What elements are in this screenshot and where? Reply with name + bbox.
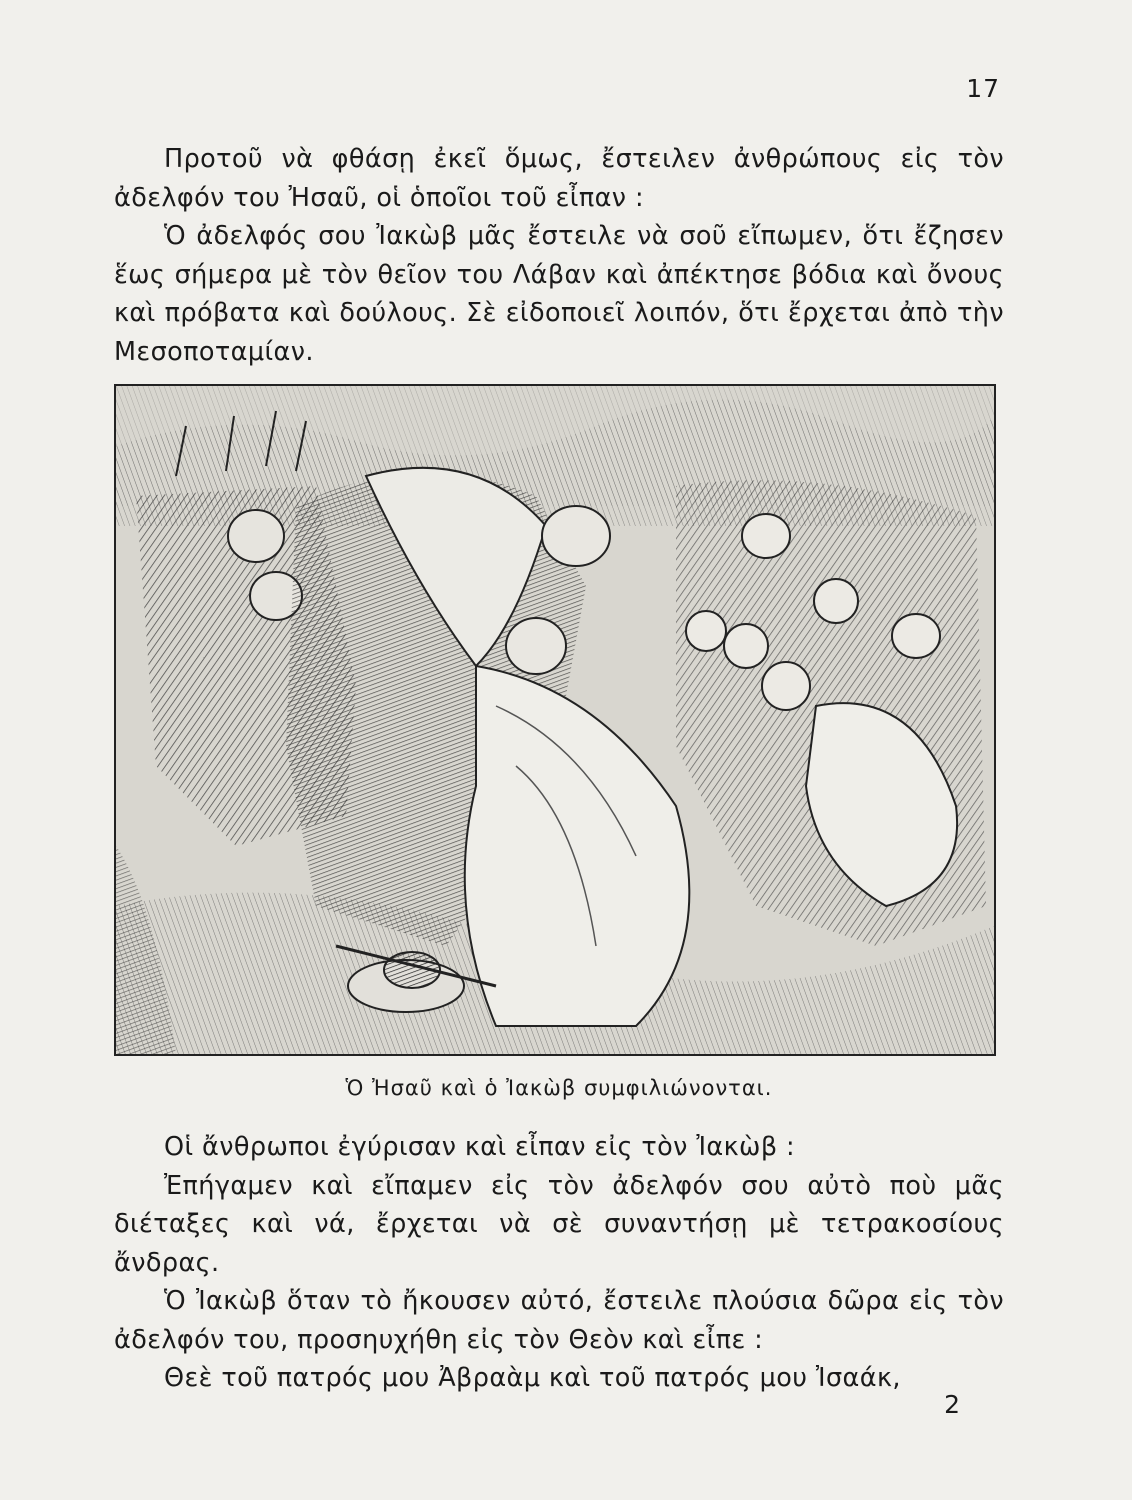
paragraph: Ὁ ἀδελφός σου Ἰακὼβ μᾶς ἔστειλε νὰ σοῦ εἴπωμεν, ὅτι ἔζησεν ἕως σήμερα μὲ τὸν θεῖον του Λάβαν καὶ ἀπέκτησε βόδια καὶ ὄνους καὶ πρόβατα καὶ δούλους. Σὲ εἰδοποιεῖ λοιπόν, ὅτι ἔρχεται ἀπὸ τὴν Μεσοποταμίαν. xyxy=(114,221,1004,367)
paragraph: Θεὲ τοῦ πατρός μου Ἀβραὰμ καὶ τοῦ πατρός μου Ἰσαάκ, xyxy=(164,1363,901,1393)
paragraph: Προτοῦ νὰ φθάσῃ ἐκεῖ ὅμως, ἔστειλεν ἀνθρώπους εἰς τὸν ἀδελφόν του Ἠσαῦ, οἱ ὁποῖοι τοῦ εἶπαν : xyxy=(114,144,1004,213)
top-text-block xyxy=(114,140,1004,371)
page-number: 17 xyxy=(966,74,1000,103)
paragraph: Ὁ Ἰακὼβ ὅταν τὸ ἤκουσεν αὐτό, ἔστειλε πλούσια δῶρα εἰς τὸν ἀδελφόν του, προσηυχήθη εἰς τὸν Θεὸν καὶ εἶπε : xyxy=(114,1286,1004,1355)
paragraph: Ἐπήγαμεν καὶ εἴπαμεν εἰς τὸν ἀδελφόν σου αὐτὸ ποὺ μᾶς διέταξες καὶ νά, ἔρχεται νὰ σὲ συναντήσῃ μὲ τετρακοσίους ἄνδρας. xyxy=(114,1170,1004,1278)
illustration-image xyxy=(116,386,994,1054)
engraving-illustration xyxy=(114,384,996,1056)
figure-caption: Ὁ Ἠσαῦ καὶ ὁ Ἰακὼβ συμφιλιώνονται. xyxy=(345,1076,773,1100)
paragraph: Οἱ ἄνθρωποι ἐγύρισαν καὶ εἶπαν εἰς τὸν Ἰακὼβ : xyxy=(164,1132,795,1162)
signature-mark: 2 xyxy=(944,1390,960,1419)
bottom-text-block xyxy=(114,1128,1004,1398)
